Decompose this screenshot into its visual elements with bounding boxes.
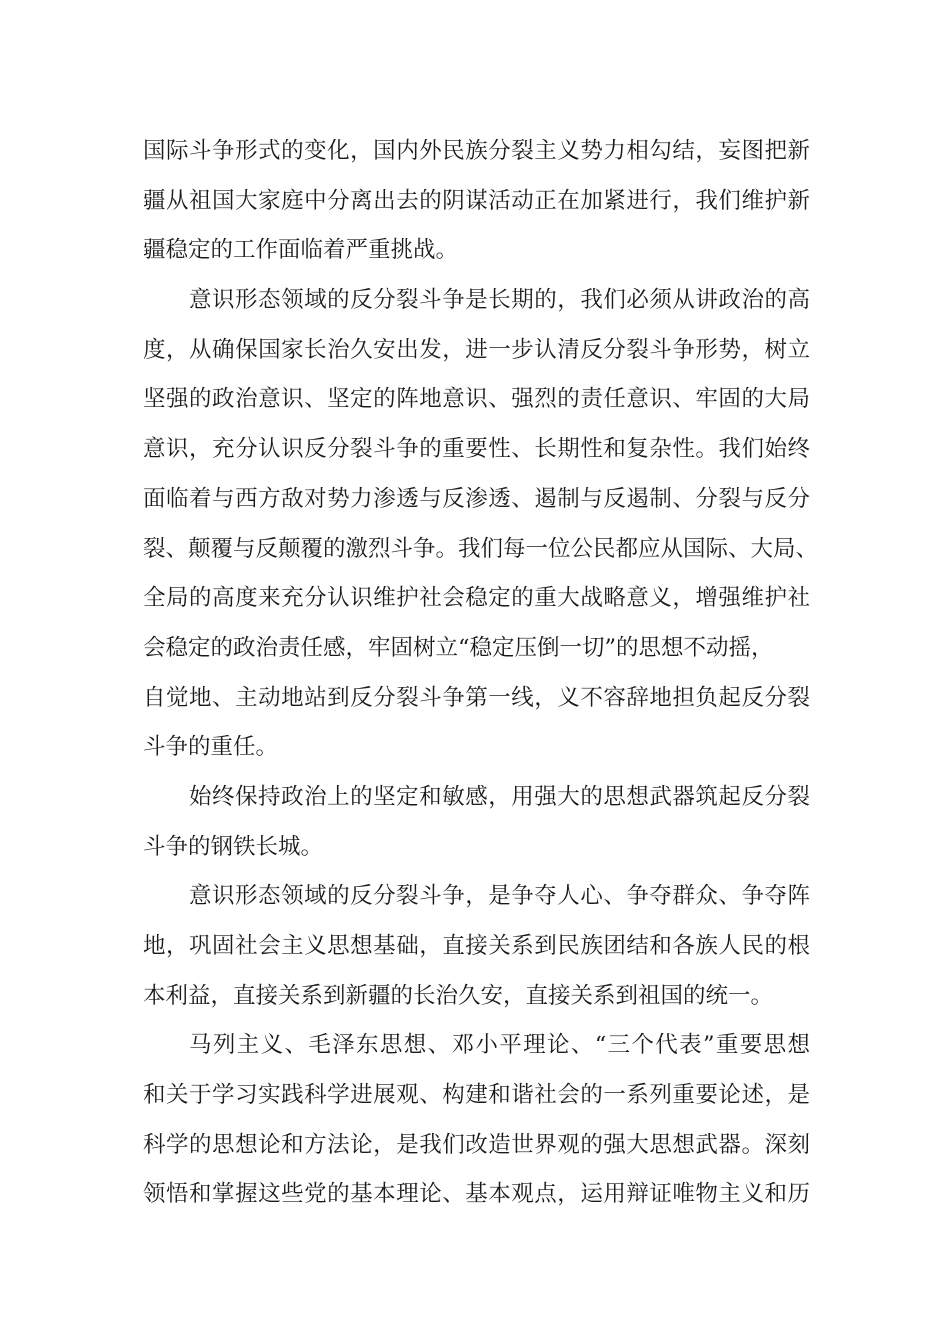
text-line: 会稳定的政治责任感，牢固树立“稳定压倒一切”的思想不动摇， (143, 634, 774, 661)
text-line: 和关于学习实践科学进展观、构建和谐社会的一系列重要论述，是 (143, 1082, 810, 1109)
paragraph-first-line: 意识形态领域的反分裂斗争，是争夺人心、争夺群众、争夺阵 (189, 883, 810, 910)
text-line: 自觉地、主动地站到反分裂斗争第一线，义不容辞地担负起反分裂 (143, 684, 810, 711)
paragraph-first-line: 始终保持政治上的坚定和敏感，用强大的思想武器筑起反分裂 (189, 783, 810, 810)
text-line: 全局的高度来充分认识维护社会稳定的重大战略意义，增强维护社 (143, 585, 810, 612)
paragraph-first-line: 意识形态领域的反分裂斗争是长期的，我们必须从讲政治的高 (189, 287, 810, 314)
text-line: 领悟和掌握这些党的基本理论、基本观点，运用辩证唯物主义和历 (143, 1181, 810, 1208)
paragraph-first-line: 马列主义、毛泽东思想、邓小平理论、“三个代表”重要思想 (189, 1032, 810, 1059)
text-line: 度，从确保国家长治久安出发，进一步认清反分裂斗争形势，树立 (143, 336, 810, 363)
document-body (143, 127, 819, 1220)
text-line: 斗争的钢铁长城。 (143, 833, 324, 860)
text-line: 地，巩固社会主义思想基础，直接关系到民族团结和各族人民的根 (143, 933, 810, 959)
text-line: 斗争的重任。 (143, 734, 279, 761)
text-line: 国际斗争形式的变化，国内外民族分裂主义势力相勾结，妄图把新 (143, 138, 810, 164)
text-line: 坚强的政治意识、坚定的阵地意识、强烈的责任意识、牢固的大局 (143, 386, 810, 413)
text-line: 疆稳定的工作面临着严重挑战。 (143, 237, 459, 264)
text-line: 面临着与西方敌对势力渗透与反渗透、遏制与反遏制、分裂与反分 (143, 485, 810, 512)
text-line: 裂、颠覆与反颠覆的激烈斗争。我们每一位公民都应从国际、大局、 (143, 535, 819, 562)
text-line: 本利益，直接关系到新疆的长治久安，直接关系到祖国的统一。 (143, 982, 774, 1009)
text-line: 科学的思想论和方法论，是我们改造世界观的强大思想武器。深刻 (143, 1131, 810, 1158)
text-line: 疆从祖国大家庭中分离出去的阴谋活动正在加紧进行，我们维护新 (143, 187, 810, 214)
text-line: 意识，充分认识反分裂斗争的重要性、长期性和复杂性。我们始终 (143, 436, 810, 463)
